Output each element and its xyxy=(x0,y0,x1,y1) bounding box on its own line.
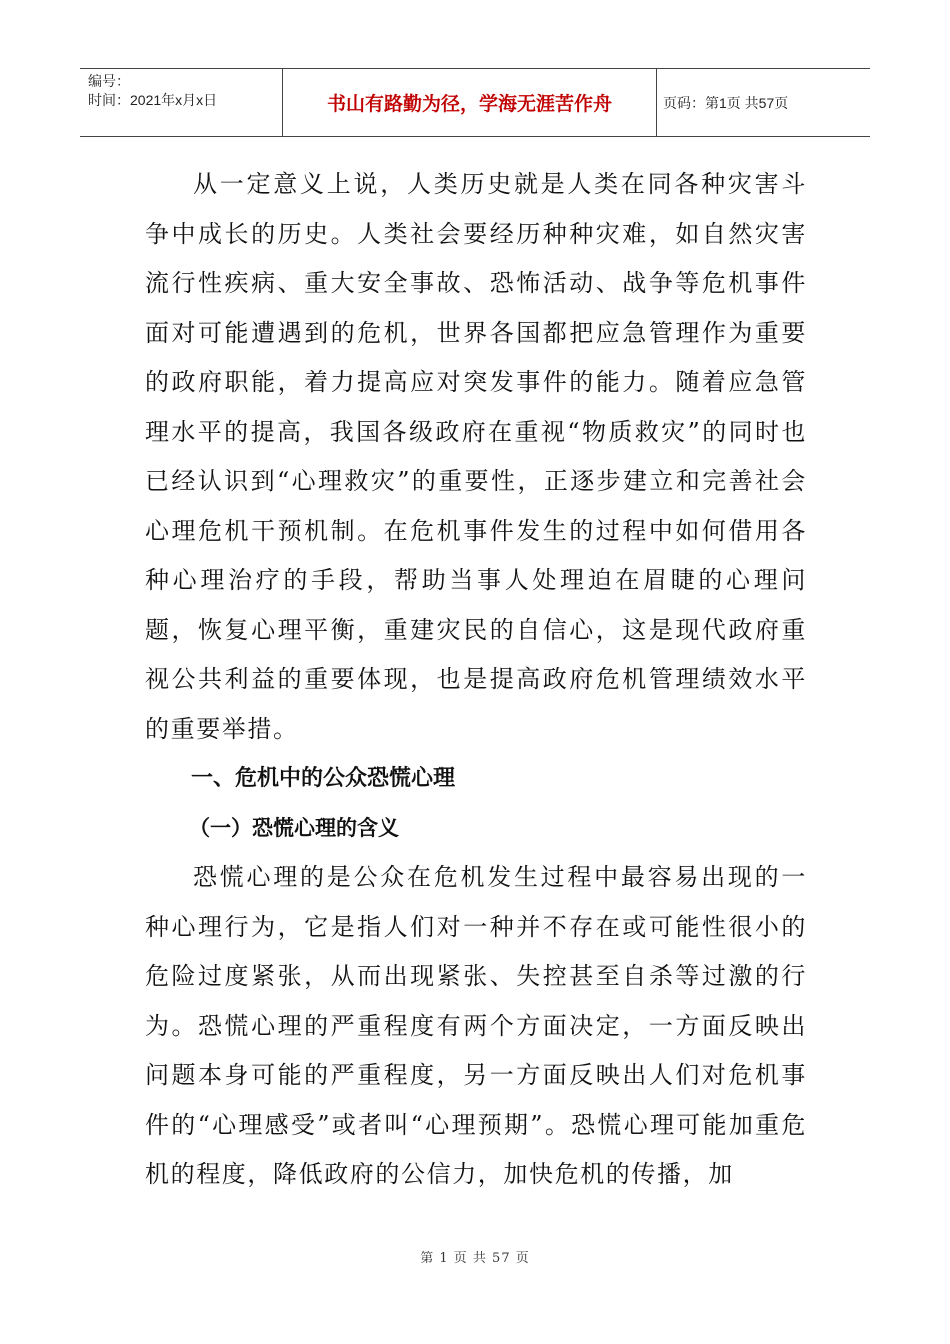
page-footer: 第 1 页 共 57 页 xyxy=(420,1251,530,1266)
header-motto: 书山有路勤为径，学海无涯苦作舟 xyxy=(282,69,657,136)
page-header xyxy=(80,68,870,137)
intro-paragraph: 从一定意义上说，人类历史就是人类在同各种灾害斗争中成长的历史。人类社会要经历种种灾难，如自然灾害流行性疾病、重大安全事故、恐怖活动、战争等危机事件面对可能遭遇到的危机，世界各国都把应急管理作为重要的政府职能，着力提高应对突发事件的能力。随着应急管理水平的提高，我国各级政府在重视“物质救灾”的同时也已经认识到“心理救灾”的重要性，正逐步建立和完善社会心理危机干预机制。在危机事件发生的过程中如何借用各种心理治疗的手段，帮助当事人处理迫在眉睫的心理问题，恢复心理平衡，重建灾民的自信心，这是现代政府重视公共利益的重要体现，也是提高政府危机管理绩效水平的重要举措。 xyxy=(145,170,807,743)
document-number-label: 编号： xyxy=(88,73,130,89)
body-paragraph: 恐慌心理的是公众在危机发生过程中最容易出现的一种心理行为，它是指人们对一种并不存在或可能性很小的危险过度紧张，从而出现紧张、失控甚至自杀等过激的行为。恐慌心理的严重程度有两个方面决定，一方面反映出问题本身可能的严重程度，另一方面反映出人们对危机事件的“心理感受”或者叫“心理预期”。恐慌心理可能加重危机的程度，降低政府的公信力，加快危机的传播，加 xyxy=(145,863,807,1188)
document-body xyxy=(145,160,807,1200)
document-date: 时间：2021年x月x日 xyxy=(88,92,218,108)
section-heading: 一、危机中的公众恐慌心理 xyxy=(191,766,456,791)
header-meta xyxy=(80,69,282,136)
header-page-info: 页码：第1页 共57页 xyxy=(663,94,789,111)
subsection-heading: （一）恐慌心理的含义 xyxy=(189,815,399,840)
